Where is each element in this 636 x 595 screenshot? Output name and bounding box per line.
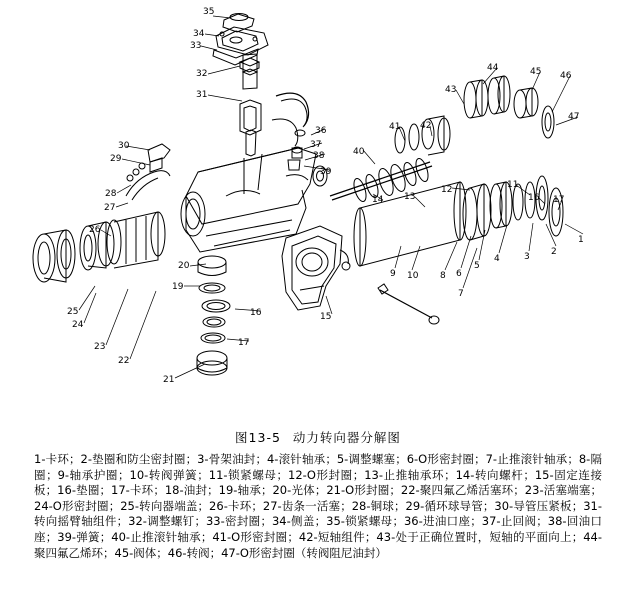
callout-45: 45	[530, 67, 542, 77]
callout-44: 44	[487, 63, 499, 73]
callout-25: 25	[67, 307, 79, 317]
callout-29: 29	[110, 154, 122, 164]
callout-15: 15	[320, 312, 332, 322]
callout-21: 21	[163, 375, 175, 385]
figure-title: 动力转向器分解图	[292, 430, 401, 445]
callout-14: 14	[372, 195, 384, 205]
callout-17-lower: 17	[238, 338, 250, 348]
callout-12: 12	[441, 185, 453, 195]
callout-24: 24	[72, 320, 84, 330]
callout-9: 9	[390, 269, 396, 279]
callout-2: 2	[551, 247, 557, 257]
callout-46: 46	[560, 71, 572, 81]
callout-31: 31	[196, 90, 208, 100]
callout-7: 7	[458, 289, 464, 299]
callout-17-upper: 17	[553, 195, 565, 205]
callout-38: 38	[313, 151, 325, 161]
callout-3: 3	[524, 252, 530, 262]
callout-11: 11	[507, 180, 519, 190]
callout-36: 36	[315, 126, 327, 136]
callout-16-upper: 16	[528, 193, 540, 203]
callout-19: 19	[172, 282, 184, 292]
callout-39: 39	[320, 167, 332, 177]
callout-13: 13	[404, 192, 416, 202]
callout-26: 26	[89, 225, 101, 235]
callout-37: 37	[310, 140, 322, 150]
callout-5: 5	[474, 261, 480, 271]
callout-33: 33	[190, 41, 202, 51]
figure-number: 图13-5	[235, 430, 281, 445]
callout-20: 20	[178, 261, 190, 271]
callout-42: 42	[420, 121, 432, 131]
callout-8: 8	[440, 271, 446, 281]
callout-30: 30	[118, 141, 130, 151]
callout-27: 27	[104, 203, 116, 213]
callout-28: 28	[105, 189, 117, 199]
callout-43: 43	[445, 85, 457, 95]
callout-10: 10	[407, 271, 419, 281]
callout-32: 32	[196, 69, 208, 79]
parts-legend: 1-卡环；2-垫圈和防尘密封圈；3-骨架油封；4-滚针轴承；5-调整螺塞；6-O形密封圈；7-止推滚针轴承；8-隔圈；9-轴承护圈；10-转阀弹簧；11-锁紧螺母；12-O形封圈；13-止推轴承环；14-转向螺杆；15-固定连接板；16-垫圈；17-卡环；18-油封；19-轴承；20-光体；21-O形封圈；22-聚四氟乙烯活塞环；23-活塞端塞；24-O形密封圈；25-转向器端盖；26-卡环；27-齿条一活塞；28-铜球；29-循环球导管；30-导管压紧板；31-转向摇臂轴组件；32-调整螺钉；33-密封圈；34-侧盖；35-锁紧螺母；36-进油口座；37-止回阀；38-回油口座；39-弹簧；40-止推滚针轴承；41-O形密封圈；42-短轴组件；43-处于正确位置时，短轴的平面向上；44-聚四氟乙烯环；45-阀体；46-转阀；47-O形密封圈（转阀阻尼油封）	[34, 452, 602, 560]
callout-41: 41	[389, 122, 401, 132]
callout-35: 35	[203, 7, 215, 17]
callout-22: 22	[118, 356, 130, 366]
callout-6: 6	[456, 269, 462, 279]
figure-caption	[0, 428, 636, 446]
callout-23: 23	[94, 342, 106, 352]
callout-4: 4	[494, 254, 500, 264]
callout-40: 40	[353, 147, 365, 157]
callout-16-lower: 16	[250, 308, 262, 318]
callout-1: 1	[578, 235, 584, 245]
callout-34: 34	[193, 29, 205, 39]
callout-47: 47	[568, 112, 580, 122]
